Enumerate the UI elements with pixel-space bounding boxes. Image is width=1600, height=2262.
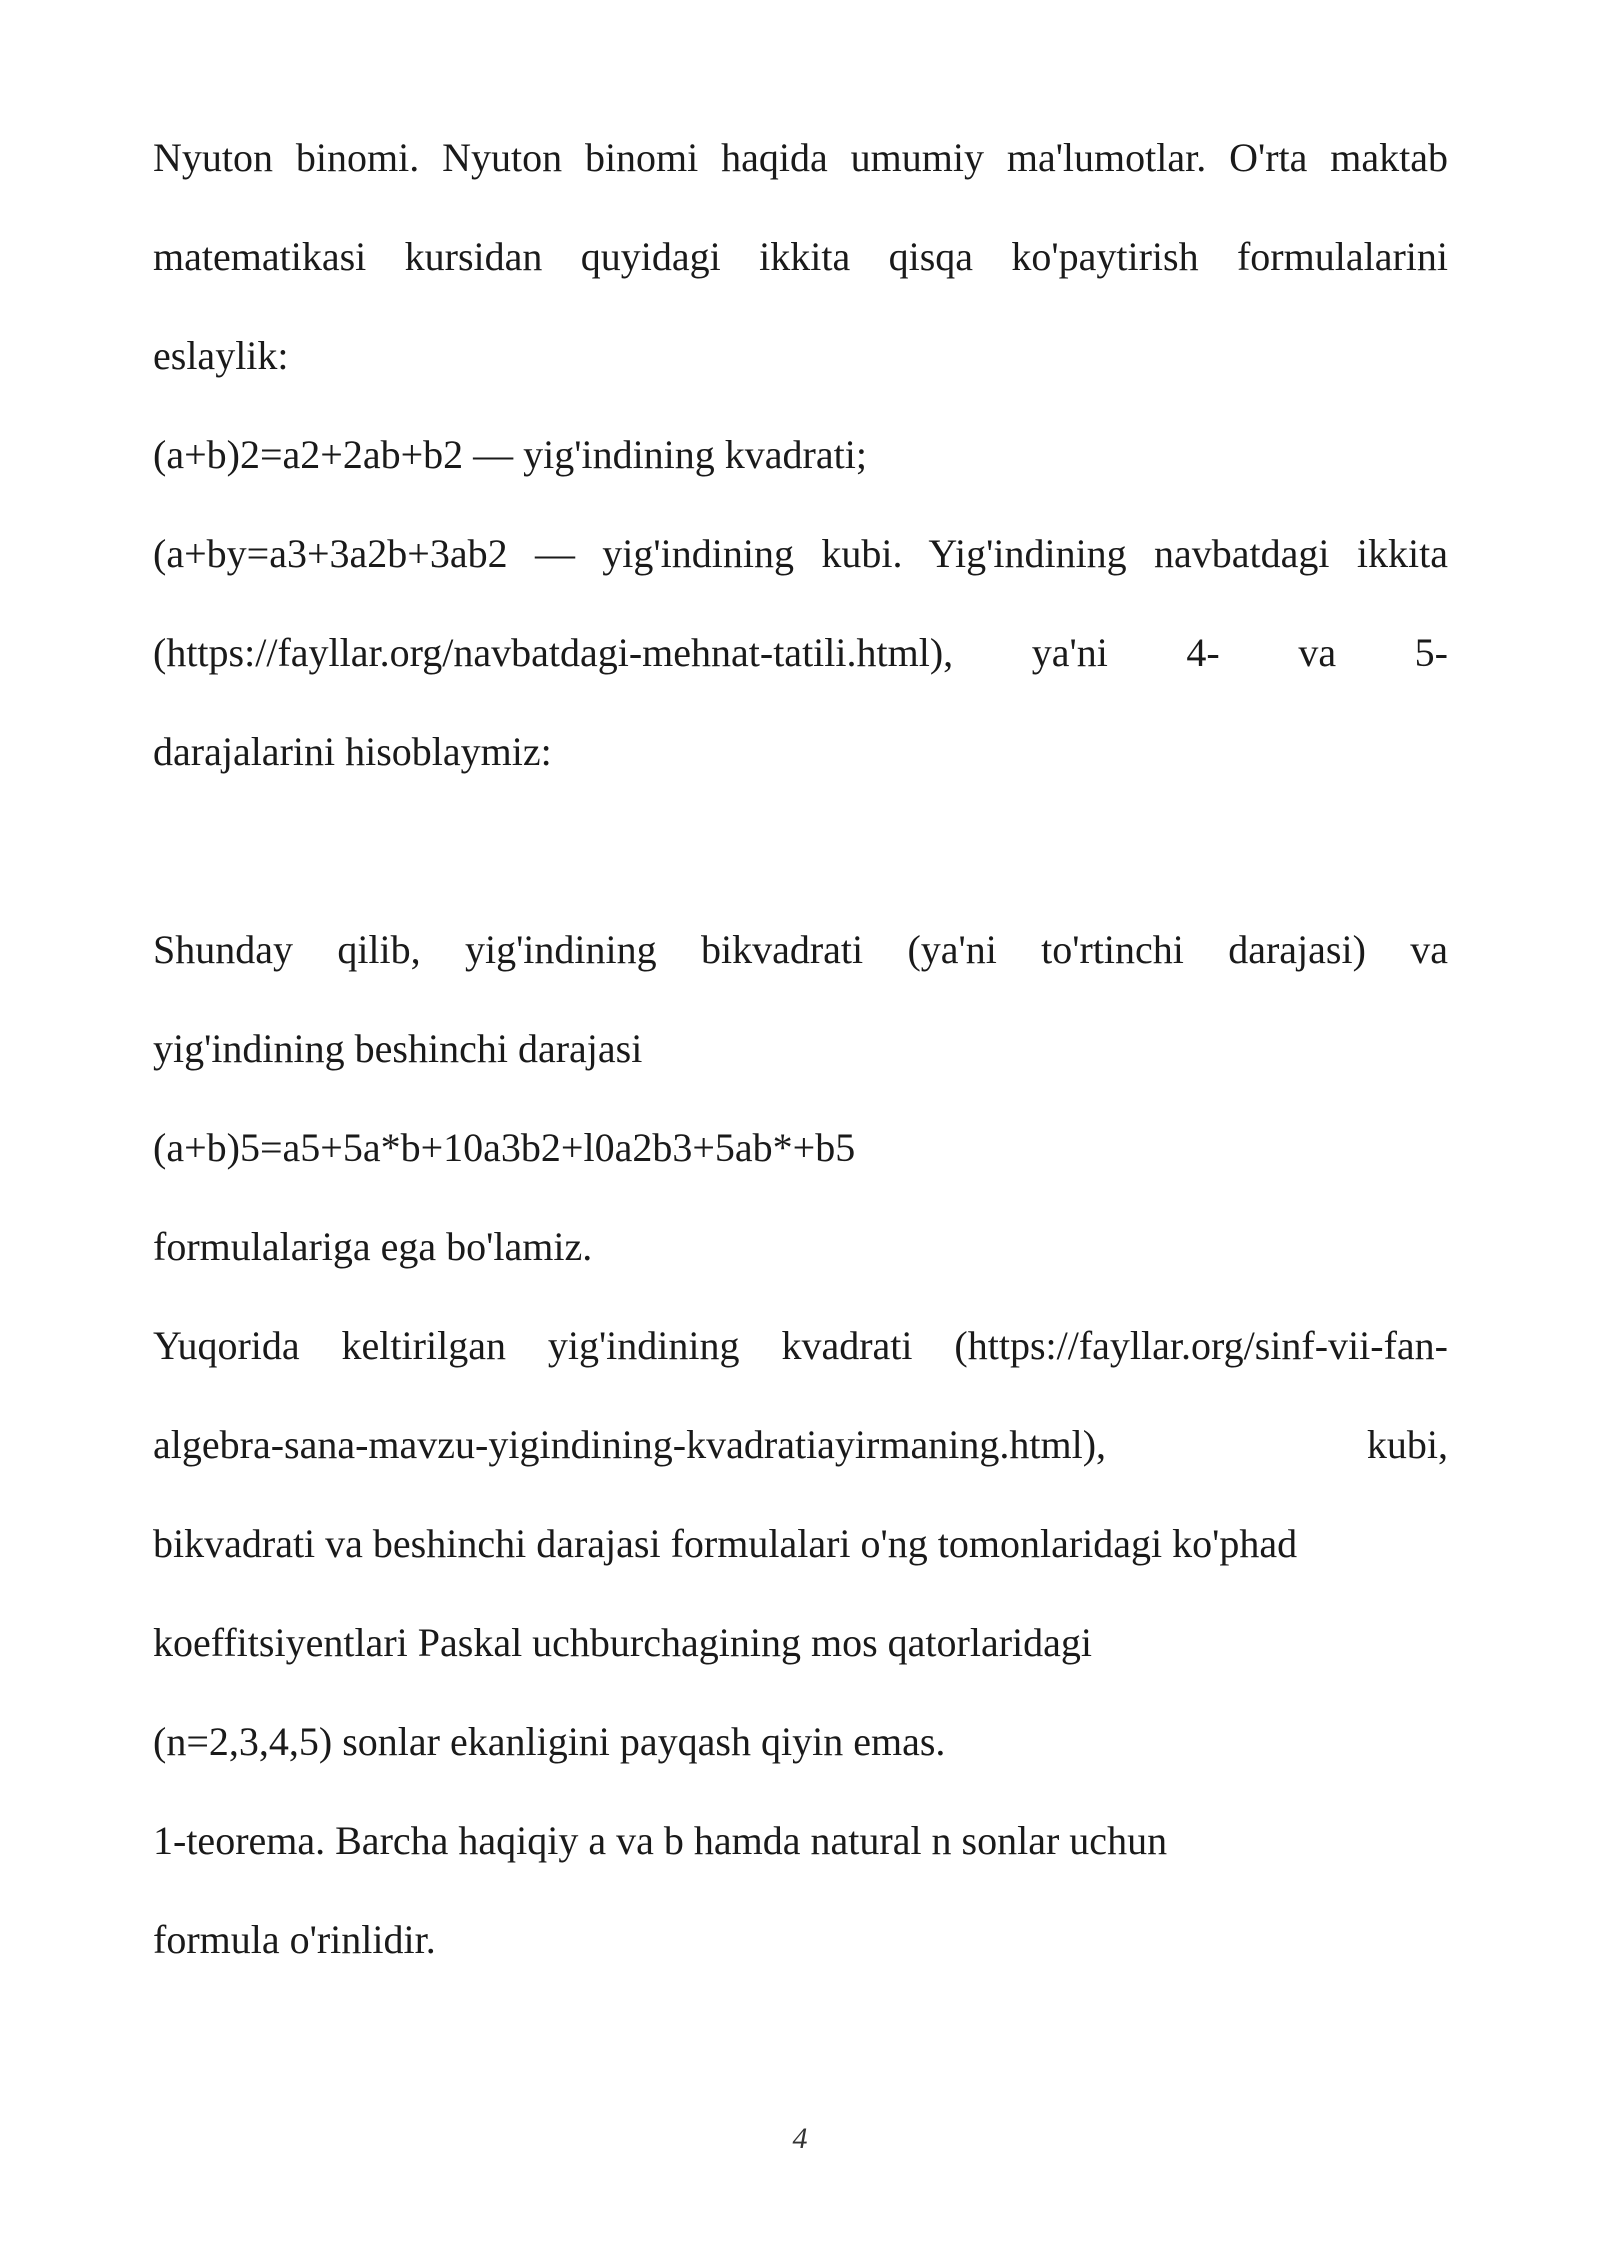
text-line-18: formula o'rinlidir.: [153, 1917, 436, 1962]
theorem-1: 1-teorema. Barcha haqiqiy a va b hamda natural n sonlar uchun: [153, 1818, 1168, 1863]
text-line-8: Shunday qilib, yig'indining bikvadrati (ya'ni to'rtinchi darajasi) va: [153, 927, 1448, 972]
text-line-7: darajalarini hisoblaymiz:: [153, 729, 552, 774]
page-number: 4: [792, 2122, 808, 2155]
text-line-link-1: (https://fayllar.org/navbatdagi-mehnat-tatili.html), ya'ni 4- va 5-: [153, 630, 1448, 675]
document-body: [153, 108, 1448, 1989]
blank-space: [153, 801, 1448, 900]
text-line-13: algebra-sana-mavzu-yigindining-kvadratiayirmaning.html), kubi,: [153, 1422, 1448, 1467]
text-line-9: yig'indining beshinchi darajasi: [153, 1026, 643, 1071]
formula-square: (a+b)2=a2+2ab+b2 — yig'indining kvadrati;: [153, 432, 867, 477]
text-line-2: matematikasi kursidan quyidagi ikkita qisqa ko'paytirish formulalarini: [153, 234, 1448, 279]
formula-cube: (a+by=a3+3a2b+3ab2 — yig'indining kubi. Yig'indining navbatdagi ikkita: [153, 531, 1448, 576]
formula-fifth-power: (a+b)5=a5+5a*b+10a3b2+l0a2b3+5ab*+b5: [153, 1125, 856, 1170]
text-line-15: koeffitsiyentlari Paskal uchburchagining mos qatorlaridagi: [153, 1620, 1093, 1665]
text-line-16: (n=2,3,4,5) sonlar ekanligini payqash qiyin emas.: [153, 1719, 946, 1764]
text-line-14: bikvadrati va beshinchi darajasi formulalari o'ng tomonlaridagi ko'phad: [153, 1521, 1298, 1566]
text-line-11: formulalariga ega bo'lamiz.: [153, 1224, 593, 1269]
text-line-1: Nyuton binomi. Nyuton binomi haqida umumiy ma'lumotlar. O'rta maktab: [153, 135, 1448, 180]
text-line-3: eslaylik:: [153, 333, 289, 378]
text-line-link-2: Yuqorida keltirilgan yig'indining kvadrati (https://fayllar.org/sinf-vii-fan-: [153, 1323, 1448, 1368]
